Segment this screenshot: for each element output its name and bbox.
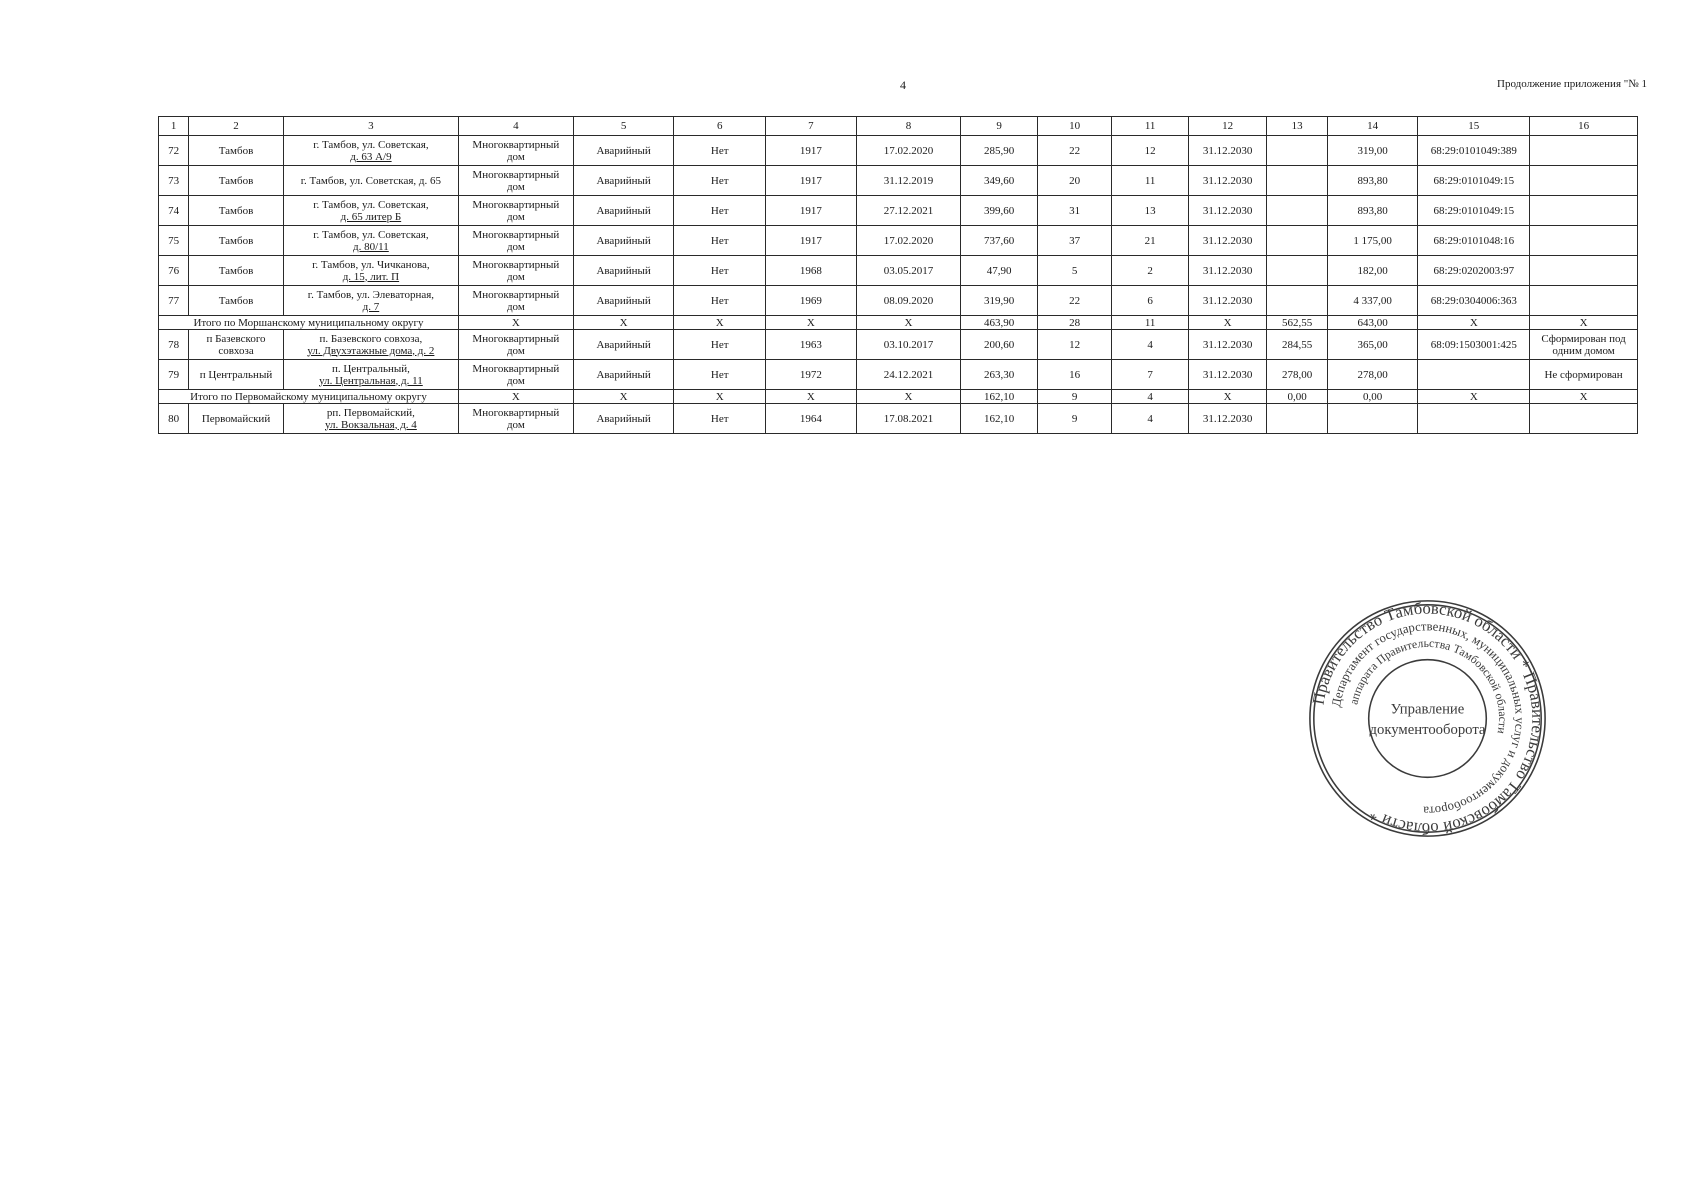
deadline-cell: 31.12.2030	[1188, 404, 1267, 434]
area-cell: 349,60	[961, 166, 1038, 196]
table-row	[159, 226, 1638, 256]
row-number: 78	[159, 330, 189, 360]
column-13-cell	[1267, 226, 1327, 256]
total-c14: 643,00	[1327, 316, 1418, 330]
note-cell	[1530, 166, 1638, 196]
total-deadline: X	[1188, 316, 1267, 330]
stamp-center-line-1: Управление	[1390, 701, 1465, 718]
column-11-cell: 4	[1112, 330, 1189, 360]
column-number: 3	[283, 117, 458, 136]
settlement-cell: п Центральный	[189, 360, 284, 390]
building-type-cell	[459, 404, 574, 434]
column-13-cell	[1267, 404, 1327, 434]
column-6-cell: Нет	[674, 136, 766, 166]
cadastre-cell: 68:29:0304006:363	[1418, 286, 1530, 316]
address-cell	[283, 226, 458, 256]
building-type-line-2: дом	[506, 210, 525, 223]
column-6-cell: Нет	[674, 166, 766, 196]
total-row	[159, 316, 1638, 330]
cadastre-cell: 68:09:1503001:425	[1418, 330, 1530, 360]
building-type-line-1: Многоквартирный	[472, 228, 560, 241]
row-number: 75	[159, 226, 189, 256]
settlement-cell: Тамбов	[189, 166, 284, 196]
area-cell: 47,90	[961, 256, 1038, 286]
column-10-cell: 31	[1037, 196, 1112, 226]
total-c11: 4	[1112, 390, 1189, 404]
column-10-cell: 37	[1037, 226, 1112, 256]
year-cell: 1963	[766, 330, 857, 360]
address-line-2: д. 15, лит. П	[342, 270, 400, 283]
address-line-1: г. Тамбов, ул. Элеваторная,	[307, 288, 435, 301]
column-13-cell: 284,55	[1267, 330, 1327, 360]
building-type-line-2: дом	[506, 418, 525, 431]
note-cell	[1530, 404, 1638, 434]
address-line-1: г. Тамбов, ул. Советская,	[313, 138, 429, 151]
area-cell: 162,10	[961, 404, 1038, 434]
settlement-cell: п Базевского совхоза	[189, 330, 284, 360]
column-number: 9	[961, 117, 1038, 136]
column-number-row	[159, 117, 1638, 136]
year-cell: 1917	[766, 136, 857, 166]
total-c13: 562,55	[1267, 316, 1327, 330]
date-cell: 31.12.2019	[856, 166, 961, 196]
row-number: 72	[159, 136, 189, 166]
total-cadastre: X	[1418, 316, 1530, 330]
deadline-cell: 31.12.2030	[1188, 330, 1267, 360]
column-6-cell: Нет	[674, 286, 766, 316]
total-label: Итого по Первомайскому муниципальному округу	[159, 390, 459, 404]
date-cell: 03.05.2017	[856, 256, 961, 286]
column-number: 13	[1267, 117, 1327, 136]
date-cell: 03.10.2017	[856, 330, 961, 360]
column-11-cell: 11	[1112, 166, 1189, 196]
total-row	[159, 390, 1638, 404]
date-cell: 27.12.2021	[856, 196, 961, 226]
cadastre-cell	[1418, 360, 1530, 390]
total-c6: X	[674, 316, 766, 330]
note-cell: Не сформирован	[1530, 360, 1638, 390]
building-type-line-2: дом	[506, 344, 525, 357]
address-line-1: г. Тамбов, ул. Чичканова,	[312, 258, 430, 271]
total-area: 162,10	[961, 390, 1038, 404]
column-14-cell: 278,00	[1327, 360, 1418, 390]
cadastre-cell: 68:29:0202003:97	[1418, 256, 1530, 286]
settlement-cell: Тамбов	[189, 136, 284, 166]
column-11-cell: 13	[1112, 196, 1189, 226]
total-cadastre: X	[1418, 390, 1530, 404]
column-11-cell: 12	[1112, 136, 1189, 166]
address-line-2: ул. Вокзальная, д. 4	[325, 418, 417, 431]
building-type-line-1: Многоквартирный	[472, 258, 560, 271]
date-cell: 17.02.2020	[856, 226, 961, 256]
column-number: 12	[1188, 117, 1267, 136]
note-cell	[1530, 136, 1638, 166]
building-type-line-1: Многоквартирный	[472, 168, 560, 181]
address-cell	[283, 330, 458, 360]
total-c4: X	[459, 390, 574, 404]
page-number: 4	[900, 78, 906, 92]
condition-cell: Аварийный	[573, 404, 674, 434]
building-type-cell	[459, 166, 574, 196]
address-line-1: г. Тамбов, ул. Советская, д. 65	[300, 174, 442, 187]
total-c5: X	[573, 316, 674, 330]
total-c6: X	[674, 390, 766, 404]
table-row	[159, 286, 1638, 316]
row-number: 80	[159, 404, 189, 434]
total-c10: 28	[1037, 316, 1112, 330]
address-cell	[283, 404, 458, 434]
condition-cell: Аварийный	[573, 256, 674, 286]
column-11-cell: 2	[1112, 256, 1189, 286]
year-cell: 1917	[766, 196, 857, 226]
row-number: 74	[159, 196, 189, 226]
column-13-cell	[1267, 136, 1327, 166]
cadastre-cell: 68:29:0101048:16	[1418, 226, 1530, 256]
total-c11: 11	[1112, 316, 1189, 330]
deadline-cell: 31.12.2030	[1188, 256, 1267, 286]
cadastre-cell: 68:29:0101049:389	[1418, 136, 1530, 166]
cadastre-cell: 68:29:0101049:15	[1418, 196, 1530, 226]
column-11-cell: 6	[1112, 286, 1189, 316]
building-type-cell	[459, 226, 574, 256]
address-line-2: д. 7	[362, 300, 380, 313]
table-row	[159, 136, 1638, 166]
building-type-line-2: дом	[506, 300, 525, 313]
column-number: 7	[766, 117, 857, 136]
column-14-cell: 182,00	[1327, 256, 1418, 286]
address-line-1: рп. Первомайский,	[326, 406, 415, 419]
column-number: 16	[1530, 117, 1638, 136]
column-number: 2	[189, 117, 284, 136]
deadline-cell: 31.12.2030	[1188, 226, 1267, 256]
deadline-cell: 31.12.2030	[1188, 360, 1267, 390]
row-number: 79	[159, 360, 189, 390]
stamp-outer-text: Правительство Тамбовской области * Правительство Тамбовской области *	[1308, 598, 1548, 839]
row-number: 76	[159, 256, 189, 286]
column-11-cell: 7	[1112, 360, 1189, 390]
address-line-2: ул. Центральная, д. 11	[319, 374, 423, 387]
cadastre-cell: 68:29:0101049:15	[1418, 166, 1530, 196]
row-number: 73	[159, 166, 189, 196]
column-13-cell	[1267, 286, 1327, 316]
condition-cell: Аварийный	[573, 166, 674, 196]
column-14-cell: 319,00	[1327, 136, 1418, 166]
note-cell	[1530, 196, 1638, 226]
date-cell: 17.08.2021	[856, 404, 961, 434]
column-14-cell: 893,80	[1327, 196, 1418, 226]
year-cell: 1917	[766, 166, 857, 196]
total-c4: X	[459, 316, 574, 330]
appendix-header: Продолжение приложения "№ 1	[1497, 78, 1647, 90]
settlement-cell: Тамбов	[189, 256, 284, 286]
building-type-line-1: Многоквартирный	[472, 332, 560, 345]
building-type-line-2: дом	[506, 240, 525, 253]
settlement-cell: Тамбов	[189, 286, 284, 316]
area-cell: 319,90	[961, 286, 1038, 316]
total-date: X	[856, 390, 961, 404]
total-label: Итого по Моршанскому муниципальному округу	[159, 316, 459, 330]
date-cell: 24.12.2021	[856, 360, 961, 390]
building-type-line-2: дом	[506, 270, 525, 283]
table-row	[159, 330, 1638, 360]
official-stamp	[1305, 596, 1550, 841]
cadastre-cell	[1418, 404, 1530, 434]
column-6-cell: Нет	[674, 330, 766, 360]
table-row	[159, 166, 1638, 196]
building-type-cell	[459, 136, 574, 166]
address-line-1: г. Тамбов, ул. Советская,	[313, 228, 429, 241]
building-type-cell	[459, 196, 574, 226]
deadline-cell: 31.12.2030	[1188, 286, 1267, 316]
building-type-line-1: Многоквартирный	[472, 288, 560, 301]
column-13-cell	[1267, 256, 1327, 286]
column-number: 8	[856, 117, 961, 136]
building-type-line-1: Многоквартирный	[472, 406, 560, 419]
address-cell	[283, 286, 458, 316]
settlement-cell: Тамбов	[189, 226, 284, 256]
condition-cell: Аварийный	[573, 286, 674, 316]
row-number: 77	[159, 286, 189, 316]
table-row	[159, 256, 1638, 286]
address-line-2: д. 65 литер Б	[340, 210, 402, 223]
column-14-cell: 1 175,00	[1327, 226, 1418, 256]
condition-cell: Аварийный	[573, 226, 674, 256]
stamp-middle-text: Департамент государственных, муниципальных услуг и документооборота	[1329, 619, 1527, 818]
table-row	[159, 404, 1638, 434]
column-number: 10	[1037, 117, 1112, 136]
building-type-line-1: Многоквартирный	[472, 362, 560, 375]
column-13-cell	[1267, 196, 1327, 226]
year-cell: 1964	[766, 404, 857, 434]
condition-cell: Аварийный	[573, 330, 674, 360]
address-line-1: г. Тамбов, ул. Советская,	[313, 198, 429, 211]
column-6-cell: Нет	[674, 256, 766, 286]
address-cell	[283, 136, 458, 166]
address-cell	[283, 360, 458, 390]
address-cell	[283, 196, 458, 226]
stamp-center-line-2: документооборота	[1369, 722, 1486, 739]
address-line-1: п. Базевского совхоза,	[319, 332, 423, 345]
column-number: 11	[1112, 117, 1189, 136]
column-10-cell: 22	[1037, 136, 1112, 166]
total-note: X	[1530, 316, 1638, 330]
building-type-cell	[459, 330, 574, 360]
settlement-cell: Тамбов	[189, 196, 284, 226]
condition-cell: Аварийный	[573, 196, 674, 226]
condition-cell: Аварийный	[573, 360, 674, 390]
area-cell: 399,60	[961, 196, 1038, 226]
building-type-line-2: дом	[506, 150, 525, 163]
building-type-line-2: дом	[506, 374, 525, 387]
settlement-cell: Первомайский	[189, 404, 284, 434]
total-date: X	[856, 316, 961, 330]
deadline-cell: 31.12.2030	[1188, 196, 1267, 226]
total-area: 463,90	[961, 316, 1038, 330]
building-type-cell	[459, 286, 574, 316]
address-line-2: д. 63 А/9	[350, 150, 392, 163]
building-type-line-1: Многоквартирный	[472, 138, 560, 151]
column-number: 5	[573, 117, 674, 136]
stamp-seal	[1305, 596, 1550, 841]
column-11-cell: 21	[1112, 226, 1189, 256]
column-number: 4	[459, 117, 574, 136]
date-cell: 08.09.2020	[856, 286, 961, 316]
address-cell	[283, 256, 458, 286]
year-cell: 1969	[766, 286, 857, 316]
column-13-cell	[1267, 166, 1327, 196]
total-c13: 0,00	[1267, 390, 1327, 404]
column-10-cell: 5	[1037, 256, 1112, 286]
total-note: X	[1530, 390, 1638, 404]
column-14-cell	[1327, 404, 1418, 434]
address-line-2: ул. Двухэтажные дома, д. 2	[307, 344, 435, 357]
area-cell: 285,90	[961, 136, 1038, 166]
deadline-cell: 31.12.2030	[1188, 136, 1267, 166]
column-6-cell: Нет	[674, 196, 766, 226]
table-row	[159, 360, 1638, 390]
column-14-cell: 4 337,00	[1327, 286, 1418, 316]
column-13-cell: 278,00	[1267, 360, 1327, 390]
area-cell: 200,60	[961, 330, 1038, 360]
year-cell: 1972	[766, 360, 857, 390]
year-cell: 1968	[766, 256, 857, 286]
total-year: X	[766, 390, 857, 404]
column-6-cell: Нет	[674, 360, 766, 390]
condition-cell: Аварийный	[573, 136, 674, 166]
column-6-cell: Нет	[674, 404, 766, 434]
building-type-line-2: дом	[506, 180, 525, 193]
column-14-cell: 365,00	[1327, 330, 1418, 360]
address-line-2: д. 80/11	[353, 240, 389, 253]
note-cell	[1530, 226, 1638, 256]
column-10-cell: 16	[1037, 360, 1112, 390]
building-type-cell	[459, 256, 574, 286]
address-line-1: п. Центральный,	[331, 362, 410, 375]
column-10-cell: 20	[1037, 166, 1112, 196]
note-cell	[1530, 286, 1638, 316]
column-10-cell: 12	[1037, 330, 1112, 360]
column-6-cell: Нет	[674, 226, 766, 256]
column-11-cell: 4	[1112, 404, 1189, 434]
total-c5: X	[573, 390, 674, 404]
total-c14: 0,00	[1327, 390, 1418, 404]
total-year: X	[766, 316, 857, 330]
year-cell: 1917	[766, 226, 857, 256]
building-type-cell	[459, 360, 574, 390]
area-cell: 263,30	[961, 360, 1038, 390]
stamp-inner-ring	[1369, 660, 1487, 778]
date-cell: 17.02.2020	[856, 136, 961, 166]
column-number: 15	[1418, 117, 1530, 136]
note-cell: Сформирован под одним домом	[1530, 330, 1638, 360]
table-row	[159, 196, 1638, 226]
note-cell	[1530, 256, 1638, 286]
total-deadline: X	[1188, 390, 1267, 404]
building-type-line-1: Многоквартирный	[472, 198, 560, 211]
total-c10: 9	[1037, 390, 1112, 404]
deadline-cell: 31.12.2030	[1188, 166, 1267, 196]
column-14-cell: 893,80	[1327, 166, 1418, 196]
area-cell: 737,60	[961, 226, 1038, 256]
stamp-inner-text: аппарата Правительства Тамбовской области	[1347, 636, 1510, 735]
column-number: 1	[159, 117, 189, 136]
column-10-cell: 9	[1037, 404, 1112, 434]
column-10-cell: 22	[1037, 286, 1112, 316]
column-number: 6	[674, 117, 766, 136]
housing-registry-table	[158, 116, 1638, 434]
address-cell	[283, 166, 458, 196]
column-number: 14	[1327, 117, 1418, 136]
